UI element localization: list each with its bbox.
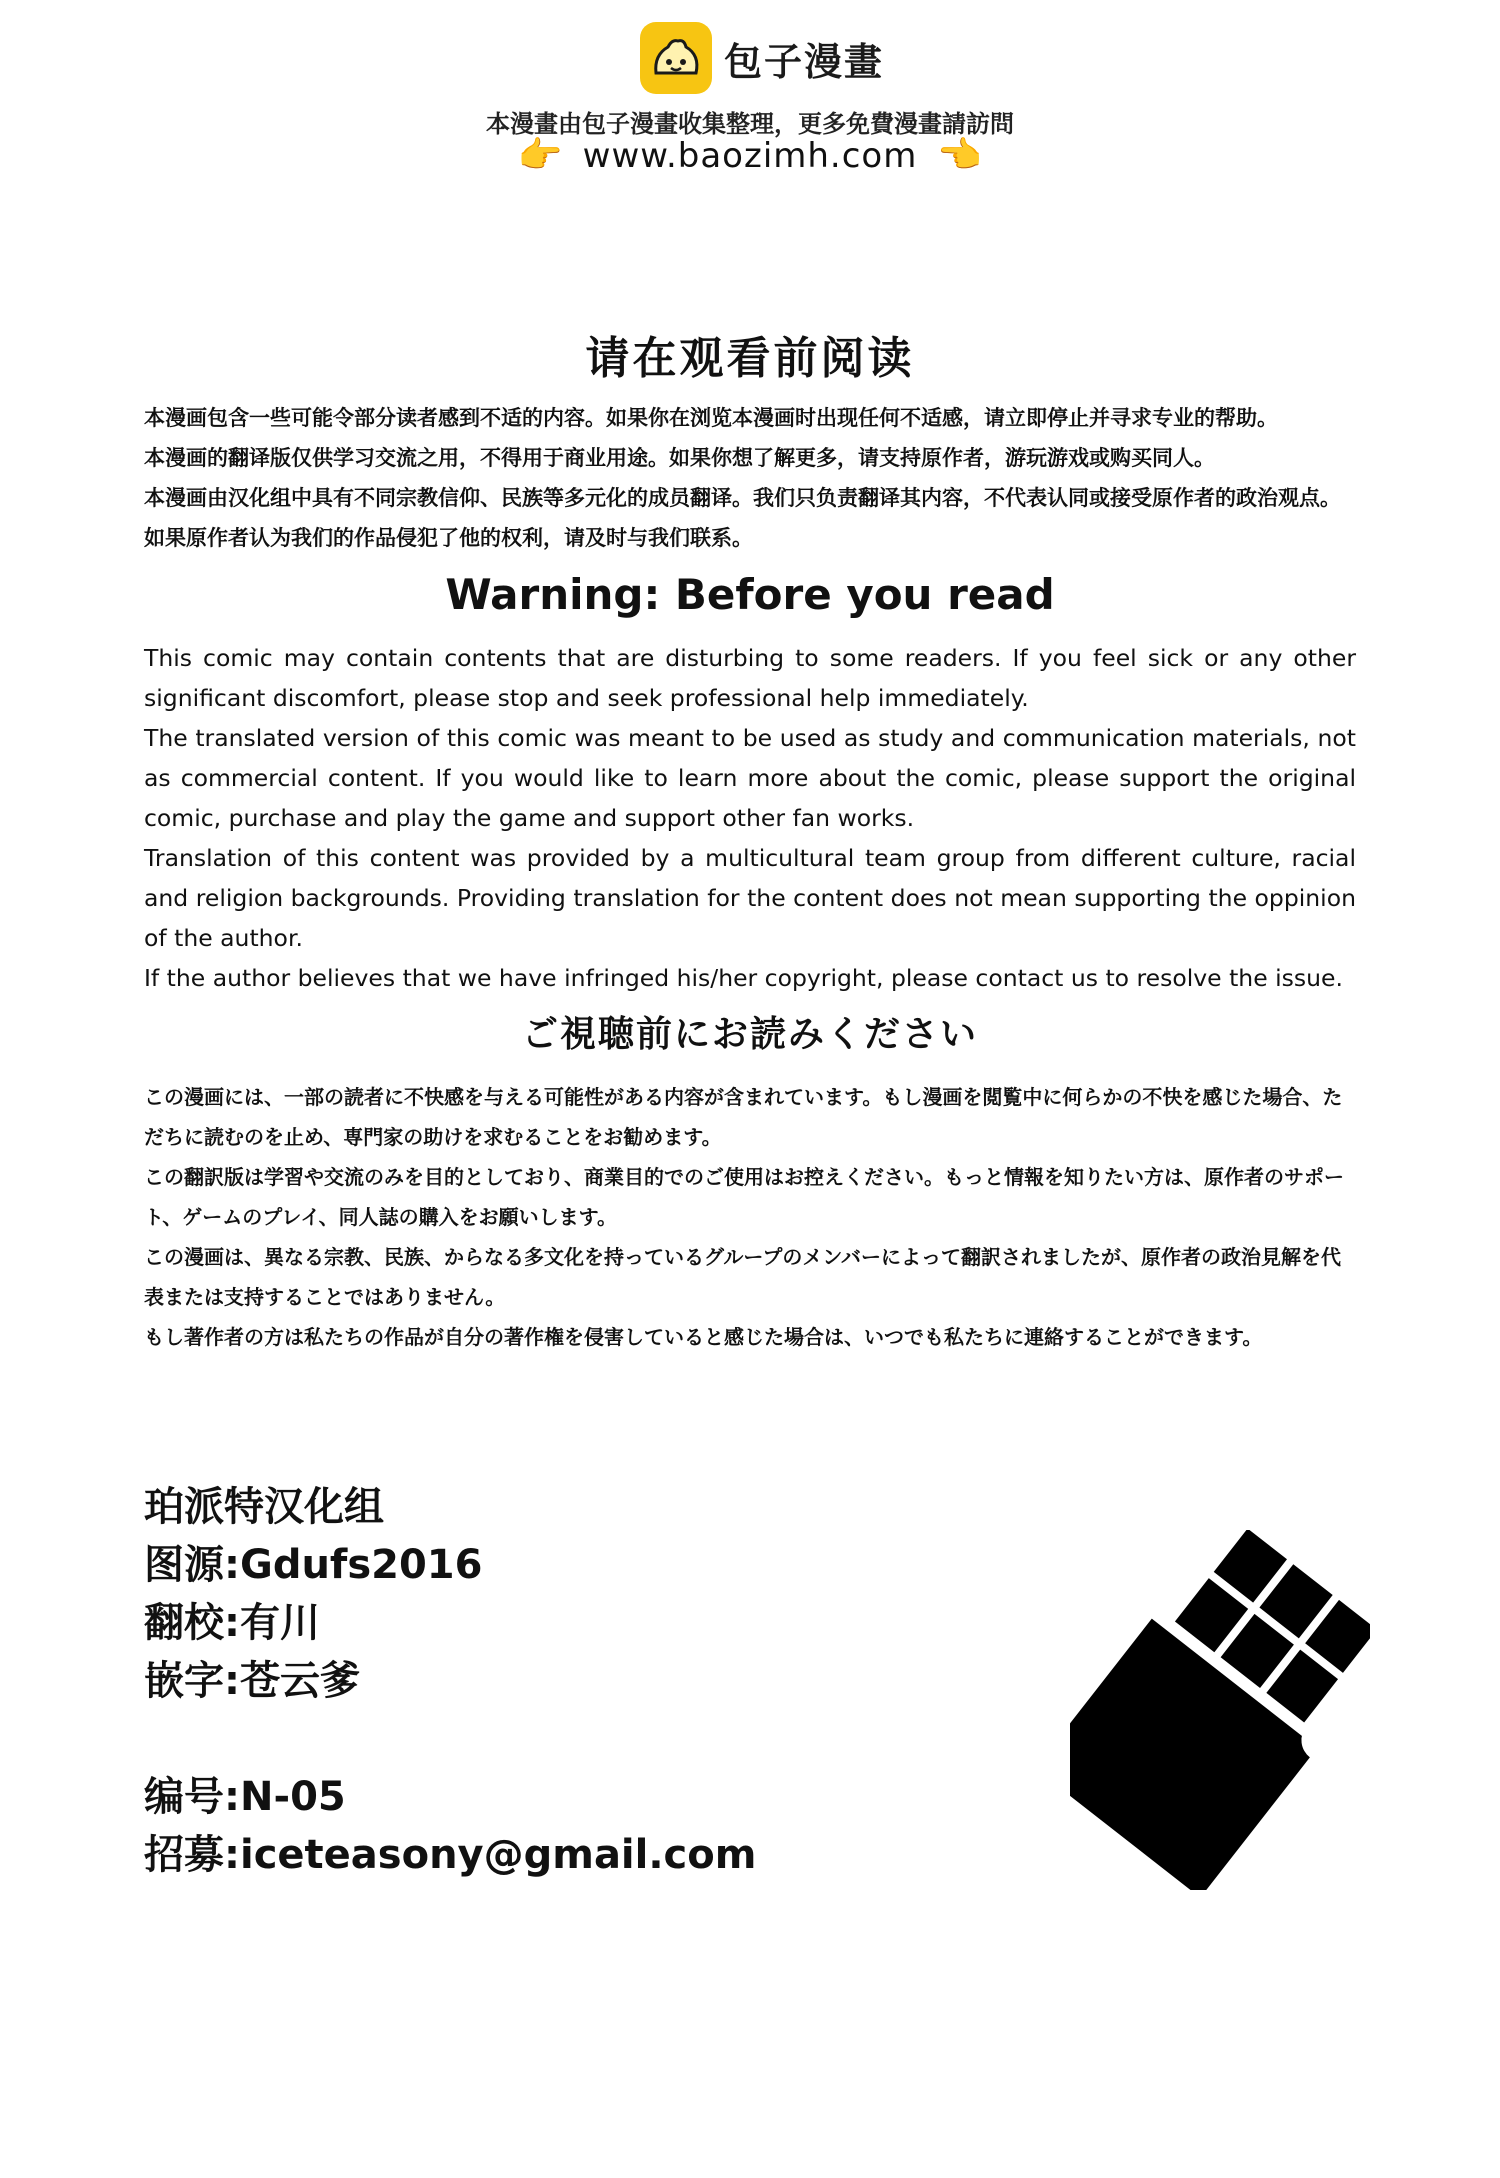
credit-recruit[interactable]: 招募:iceteasony@gmail.com <box>144 1832 757 1878</box>
group-name: 珀派特汉化组 <box>144 1484 384 1530</box>
cn-notice-line: 本漫画由汉化组中具有不同宗教信仰、民族等多元化的成员翻译。我们只负责翻译其内容，不代表认同或接受原作者的政治观点。 <box>144 486 1341 510</box>
jp-notice-title: ご視聴前にお読みください <box>521 1014 978 1055</box>
jp-notice-paragraph: この翻訳版は学習や交流のみを目的としており、商業目的でのご使用はお控えください。もっと情報を知りたい方は、原作者のサポート、ゲームのプレイ、同人誌の購入をお願いします。 <box>144 1165 1344 1229</box>
jp-notice-paragraph: この漫画は、異なる宗教、民族、からなる多文化を持っているグループのメンバーによって翻訳されましたが、原作者の政治見解を代表または支持することではありません。 <box>144 1245 1341 1309</box>
en-notice-paragraph: Translation of this content was provided by a multicultural team group from different culture, racial and religion backgrounds. Providing translation for the content does not mean supporting the oppinion of the author. <box>144 844 1356 952</box>
chocolate-bar-icon <box>1070 1530 1370 1890</box>
en-notice-paragraph: The translated version of this comic was meant to be used as study and communication materials, not as commercial content. If you would like to learn more about the comic, please support the original comic, purchase and play the game and support other fan works. <box>144 724 1356 832</box>
en-notice-paragraph: If the author believes that we have infringed his/her copyright, please contact us to resolve the issue. <box>144 964 1343 992</box>
brand-name: 包子漫畫 <box>724 39 885 84</box>
credit-number: 编号:N-05 <box>144 1774 346 1820</box>
jp-notice-body <box>144 1077 1356 1357</box>
credit-typesetter: 嵌字:苍云爹 <box>144 1658 360 1704</box>
bun-face-icon <box>640 22 712 94</box>
cn-notice-line: 如果原作者认为我们的作品侵犯了他的权利，请及时与我们联系。 <box>144 526 753 550</box>
cn-notice-line: 本漫画包含一些可能令部分读者感到不适的内容。如果你在浏览本漫画时出现任何不适感，请立即停止并寻求专业的帮助。 <box>144 406 1278 430</box>
credit-source: 图源:Gdufs2016 <box>144 1542 483 1588</box>
brand-header <box>640 22 884 94</box>
credits-block <box>144 1478 756 1884</box>
en-notice-title: Warning: Before you read <box>445 570 1055 619</box>
promo-text: 本漫畫由包子漫畫收集整理，更多免費漫畫請訪問 <box>486 110 1014 138</box>
jp-notice-paragraph: この漫画には、一部の読者に不快感を与える可能性がある内容が含まれています。もし漫画を閲覧中に何らかの不快を感じた場合、ただちに読むのを止め、専門家の助けを求むることをお勧めます。 <box>144 1085 1343 1149</box>
url-row <box>0 136 1500 176</box>
jp-notice-paragraph: もし著作者の方は私たちの作品が自分の著作権を侵害していると感じた場合は、いつでも私たちに連絡することができます。 <box>144 1325 1263 1349</box>
cn-notice-title: 请在观看前阅读 <box>585 333 915 384</box>
pointing-hand-icon: 👉 <box>517 135 563 176</box>
en-notice-paragraph: This comic may contain contents that are disturbing to some readers. If you feel sick or any other significant discomfort, please stop and seek professional help immediately. <box>144 644 1356 712</box>
site-url[interactable]: www.baozimh.com <box>582 136 918 176</box>
pointing-hand-icon: 👈 <box>937 135 983 176</box>
en-notice-body <box>144 638 1356 998</box>
cn-notice-line: 本漫画的翻译版仅供学习交流之用，不得用于商业用途。如果你想了解更多，请支持原作者，游玩游戏或购买同人。 <box>144 446 1215 470</box>
cn-notice-body <box>144 398 1356 558</box>
credit-translator: 翻校:有川 <box>144 1600 320 1646</box>
credits-spacer <box>144 1710 756 1768</box>
